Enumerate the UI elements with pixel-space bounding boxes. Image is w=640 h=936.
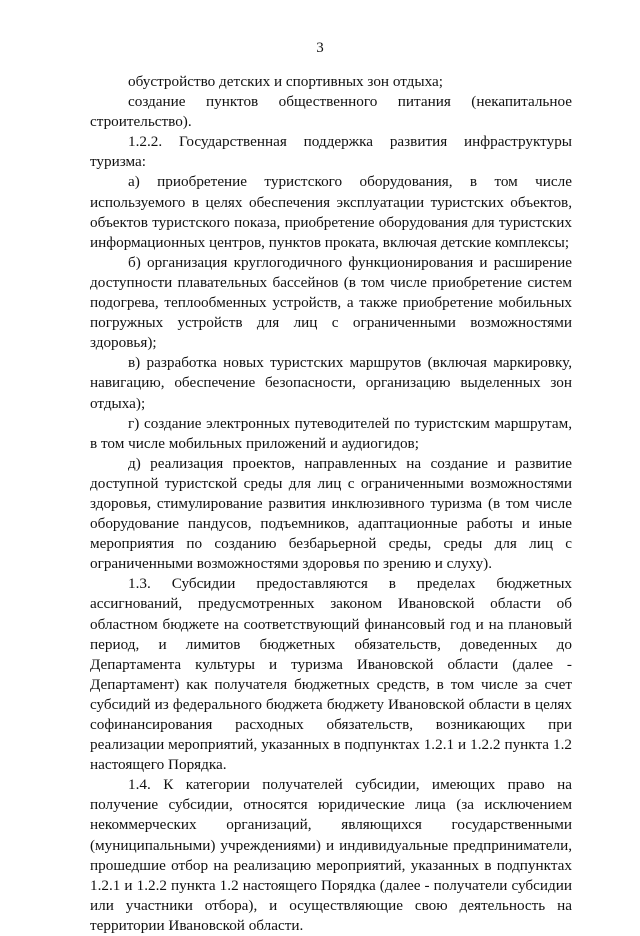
paragraph-1-2-2-heading: 1.2.2. Государственная поддержка развития инфраструктуры туризма: bbox=[90, 133, 572, 171]
page-number: 3 bbox=[316, 40, 324, 56]
paragraph-1-4: 1.4. К категории получателей субсидии, имеющих право на получение субсидии, относятся юридические лица (за исключением некоммерческих организаций, являющихся государственными (муниципальными) учреждениями) и индивидуальные предприниматели, прошедшие отбор на реализацию мероприятий, указанных в подпунктах 1.2.1 и 1.2.2 пункта 1.2 настоящего Порядка (далее - получатели субсидии или участники отбора), и осуществляющие свою деятельность на территории Ивановской области. bbox=[90, 776, 572, 934]
document-body bbox=[90, 72, 572, 936]
paragraph-1-3: 1.3. Субсидии предоставляются в пределах бюджетных ассигнований, предусмотренных законом Ивановской области об областном бюджете на соответствующий финансовый год и на плановый период, и лимитов бюджетных обязательств, доведенных до Департамента культуры и туризма Ивановской области (далее - Департамент) как получателя бюджетных средств, в том числе за счет субсидий из федерального бюджета бюджету Ивановской области в целях софинансирования расходных обязательств, возникающих при реализации мероприятий, указанных в подпунктах 1.2.1 и 1.2.2 пункта 1.2 настоящего Порядка. bbox=[90, 575, 572, 774]
paragraph-item-d: д) реализация проектов, направленных на создание и развитие доступной туристской среды для лиц с ограниченными возможностями здоровья, стимулирование развития инклюзивного туризма (в том числе оборудование пандусов, подъемников, адаптационные работы и иные мероприятия по созданию безбарьерной среды, среды для лиц с ограниченными возможностями здоровья по зрению и слуху). bbox=[90, 454, 572, 573]
paragraph-catering-points: создание пунктов общественного питания (некапитальное строительство). bbox=[90, 93, 572, 131]
paragraph-item-b: б) организация круглогодичного функционирования и расширение доступности плавательных бассейнов (в том числе приобретение систем подогрева, теплообменных устройств, а также приобретение мобильных погружных устройств для лиц с ограниченными возможностями здоровья); bbox=[90, 253, 572, 352]
paragraph-recreation-zones: обустройство детских и спортивных зон отдыха; bbox=[128, 73, 443, 90]
paragraph-item-g: г) создание электронных путеводителей по туристским маршрутам, в том числе мобильных приложений и аудиогидов; bbox=[90, 414, 572, 452]
paragraph-item-a: а) приобретение туристского оборудования, в том числе используемого в целях обеспечения эксплуатации туристских объектов, объектов туристского показа, приобретение оборудования для туристских информационных центров, пунктов проката, включая детские комплексы; bbox=[90, 173, 572, 251]
paragraph-item-v: в) разработка новых туристских маршрутов (включая маркировку, навигацию, обеспечение безопасности, организацию выделенных зон отдыха); bbox=[90, 354, 572, 412]
